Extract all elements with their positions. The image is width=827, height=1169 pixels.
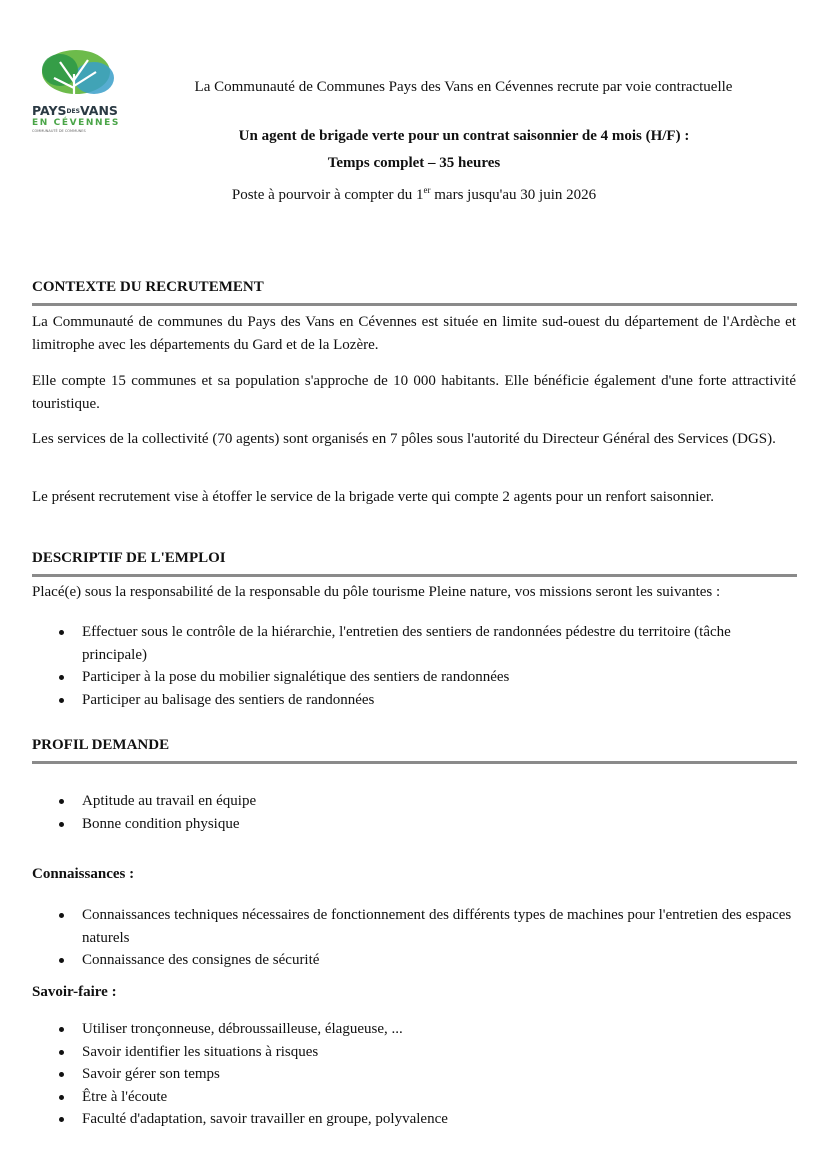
logo-text: EN CÉVENNES: [32, 118, 120, 128]
header-intro: La Communauté de Communes Pays des Vans en Cévennes recrute par voie contractuelle: [194, 79, 733, 95]
paragraph: Les services de la collectivité (70 agents) sont organisés en 7 pôles sous l'autorité du Directeur Général des Services (DGS).: [32, 431, 776, 447]
paragraph: La Communauté de communes du Pays des Vans en Cévennes est située en limite sud-ouest du département de l'Ardèche et limitrophe avec les départements du Gard et de la Lozère.: [32, 314, 796, 353]
list-item: Participer à la pose du mobilier signalétique des sentiers de randonnées: [32, 666, 796, 689]
paragraph: Elle compte 15 communes et sa population s'approche de 10 000 habitants. Elle bénéficie également d'une forte attractivité touristique.: [32, 373, 796, 412]
paragraph: Placé(e) sous la responsabilité de la responsable du pôle tourisme Pleine nature, vos missions seront les suivantes :: [32, 584, 721, 600]
profile-list: [32, 790, 796, 835]
section-heading-job: DESCRIPTIF DE L'EMPLOI: [32, 550, 226, 566]
logo: [32, 44, 120, 134]
list-item: Savoir gérer son temps: [32, 1063, 796, 1086]
date-sup: er: [423, 185, 431, 195]
start-date: [180, 184, 648, 207]
logo-text: COMMUNAUTÉ DE COMMUNES: [32, 129, 86, 133]
list-item: Faculté d'adaptation, savoir travailler en groupe, polyvalence: [32, 1108, 796, 1131]
list-item: Bonne condition physique: [32, 813, 796, 836]
divider: [32, 574, 797, 577]
logo-text: DES: [66, 108, 80, 115]
section-heading-context: CONTEXTE DU RECRUTEMENT: [32, 279, 264, 295]
subheading-knowledge: Connaissances :: [32, 866, 135, 882]
job-title: Un agent de brigade verte pour un contrat saisonnier de 4 mois (H/F) :: [238, 128, 690, 144]
list-item: Savoir identifier les situations à risques: [32, 1041, 796, 1064]
skills-list: [32, 1018, 796, 1131]
logo-text: VANS: [79, 103, 118, 118]
list-item: Effectuer sous le contrôle de la hiérarchie, l'entretien des sentiers de randonnées pédestre du territoire (tâche principale): [32, 621, 796, 666]
list-item: Connaissances techniques nécessaires de fonctionnement des différents types de machines pour l'entretien des espaces naturels: [32, 904, 796, 949]
list-item: Aptitude au travail en équipe: [32, 790, 796, 813]
divider: [32, 761, 797, 764]
date-text: mars jusqu'au 30 juin 2026: [430, 187, 597, 203]
hours: Temps complet – 35 heures: [327, 155, 501, 171]
logo-text: PAYS: [32, 103, 67, 118]
divider: [32, 303, 797, 306]
list-item: Être à l'écoute: [32, 1086, 796, 1109]
list-item: Connaissance des consignes de sécurité: [32, 949, 796, 972]
subheading-skills: Savoir-faire :: [32, 984, 117, 1000]
date-text: Poste à pourvoir à compter du 1: [231, 187, 424, 203]
paragraph: Le présent recrutement vise à étoffer le service de la brigade verte qui compte 2 agents pour un renfort saisonnier.: [32, 489, 714, 505]
list-item: Participer au balisage des sentiers de randonnées: [32, 689, 796, 712]
section-heading-profile: PROFIL DEMANDE: [32, 737, 170, 753]
list-item: Utiliser tronçonneuse, débroussailleuse, élagueuse, ...: [32, 1018, 796, 1041]
knowledge-list: [32, 904, 796, 972]
missions-list: [32, 621, 796, 711]
